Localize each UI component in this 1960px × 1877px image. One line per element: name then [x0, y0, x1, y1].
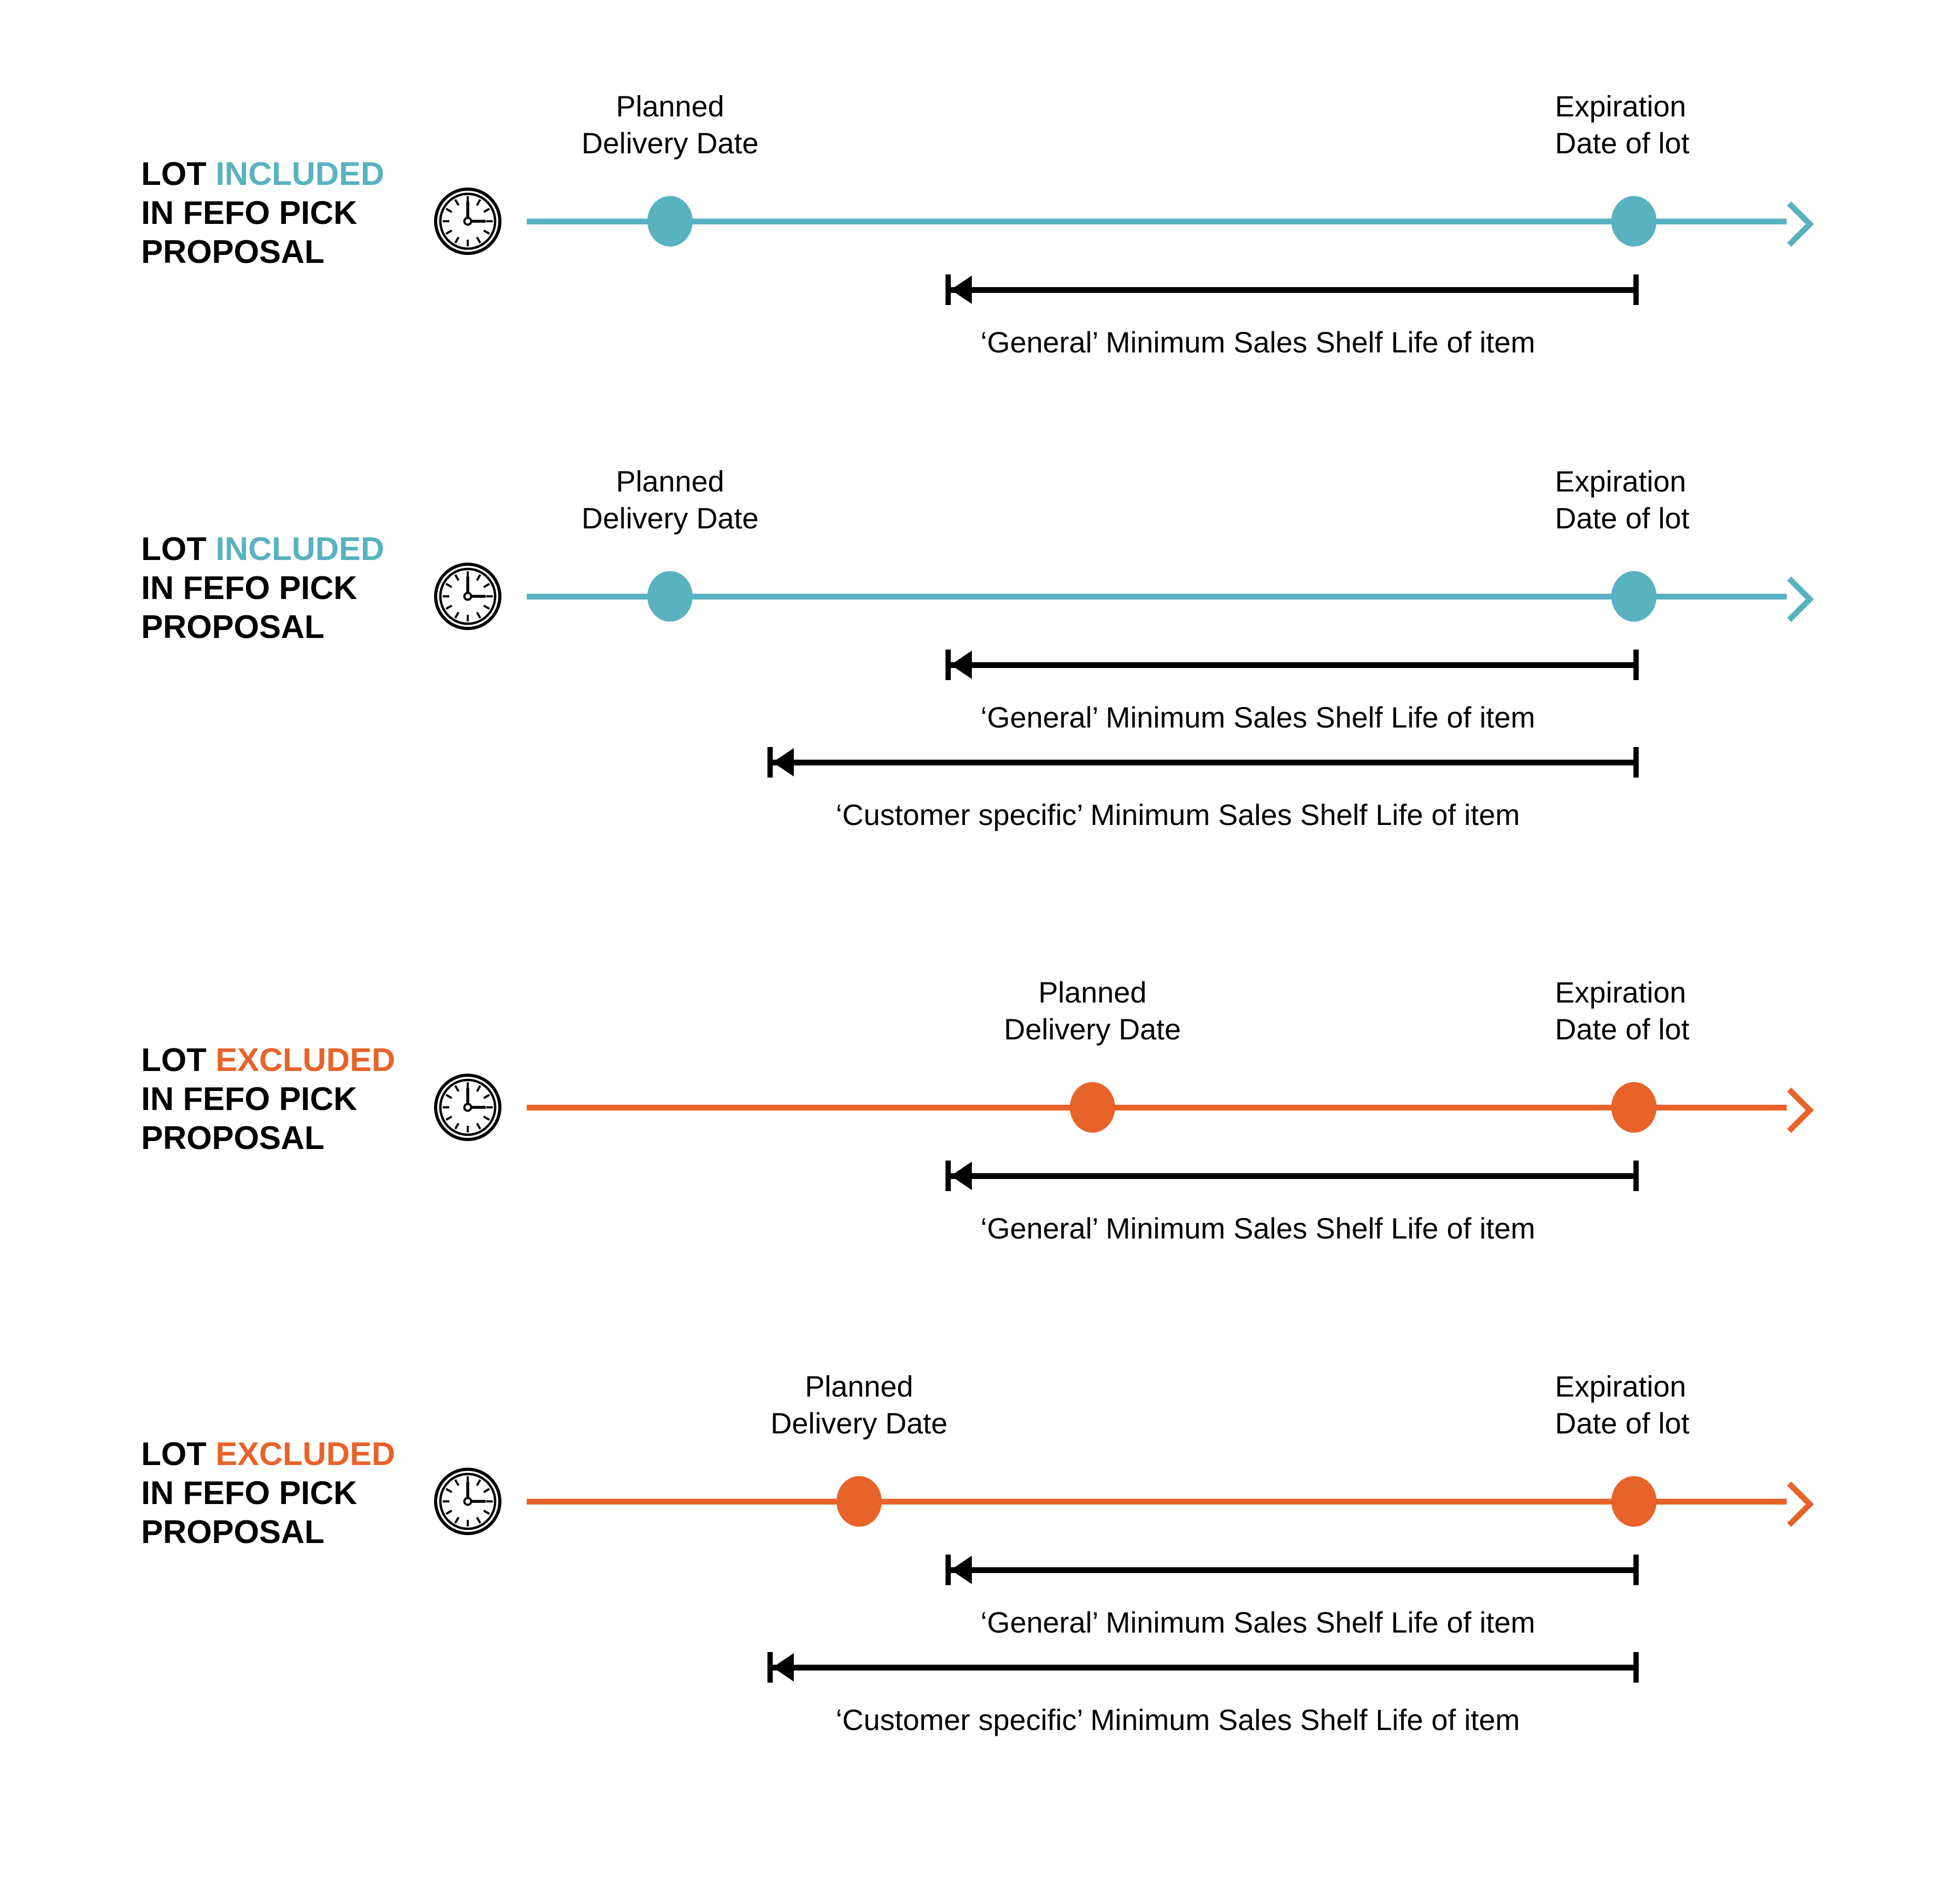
planned-label-line1: Planned — [616, 465, 724, 498]
lot-prefix: LOT — [141, 1436, 216, 1472]
general-shelf-life-label: ‘General’ Minimum Sales Shelf Life of item — [980, 701, 1535, 734]
bracket-left-tick — [767, 1652, 773, 1683]
planned-label-line2: Delivery Date — [770, 1407, 948, 1440]
planned-label-line1: Planned — [616, 90, 724, 123]
planned-delivery-label — [771, 1368, 948, 1442]
lot-label-line3: PROPOSAL — [141, 234, 324, 270]
lot-label-line2: IN FEFO PICK — [141, 570, 357, 606]
planned-label-line2: Delivery Date — [1003, 1013, 1181, 1046]
general-shelf-life-label: ‘General’ Minimum Sales Shelf Life of item — [980, 1212, 1535, 1245]
planned-label-line2: Delivery Date — [582, 126, 759, 160]
general-shelf-life-label: ‘General’ Minimum Sales Shelf Life of item — [980, 326, 1535, 359]
lot-status-label — [141, 1435, 395, 1552]
bracket-left-tick — [945, 1555, 951, 1585]
lot-prefix: LOT — [141, 156, 216, 192]
lot-label-line3: PROPOSAL — [141, 1514, 324, 1550]
expiration-label-line2: Date of lot — [1555, 126, 1690, 160]
timeline-arrowhead-icon — [1768, 1481, 1814, 1527]
lot-label-line2: IN FEFO PICK — [141, 195, 357, 231]
expiration-label-line1: Expiration — [1555, 976, 1687, 1009]
bracket-line — [770, 1665, 1636, 1670]
timeline-axis — [527, 1499, 1787, 1505]
expiration-label-line1: Expiration — [1555, 90, 1687, 123]
planned-delivery-dot — [836, 1476, 882, 1527]
lot-prefix: LOT — [141, 1042, 216, 1078]
expiration-label-line2: Date of lot — [1555, 502, 1690, 535]
expiration-label-line2: Date of lot — [1555, 1013, 1690, 1046]
lot-label-line2: IN FEFO PICK — [141, 1081, 357, 1117]
planned-label-line1: Planned — [1038, 976, 1147, 1009]
lot-status-word: EXCLUDED — [215, 1042, 396, 1078]
lot-prefix: LOT — [141, 531, 216, 567]
bracket-right-tick — [1633, 1555, 1639, 1585]
customer-shelf-life-label: ‘Customer specific’ Minimum Sales Shelf Life of item — [835, 1703, 1520, 1736]
bracket-left-arrowhead-icon — [951, 1556, 972, 1584]
expiration-label-line1: Expiration — [1555, 465, 1687, 498]
lot-label-line3: PROPOSAL — [141, 1120, 324, 1156]
bracket-left-arrowhead-icon — [773, 1653, 794, 1682]
bracket-line — [948, 1567, 1636, 1573]
lot-label-line2: IN FEFO PICK — [141, 1475, 357, 1511]
lot-status-word: INCLUDED — [215, 156, 385, 192]
planned-label-line2: Delivery Date — [582, 502, 759, 535]
general-shelf-life-label: ‘General’ Minimum Sales Shelf Life of item — [980, 1606, 1535, 1639]
lot-status-word: EXCLUDED — [215, 1436, 396, 1472]
lot-status-word: INCLUDED — [215, 531, 385, 567]
expiration-label-line2: Date of lot — [1555, 1407, 1690, 1440]
expiration-date-label — [1555, 1368, 1689, 1442]
lot-label-line3: PROPOSAL — [141, 609, 324, 645]
expiration-label-line1: Expiration — [1555, 1370, 1687, 1403]
lot-label-line1 — [141, 1435, 395, 1474]
expiration-dot — [1611, 1476, 1657, 1527]
bracket-right-tick — [1633, 1652, 1639, 1683]
customer-shelf-life-label: ‘Customer specific’ Minimum Sales Shelf Life of item — [835, 798, 1520, 831]
clock-icon — [434, 1467, 502, 1536]
planned-label-line1: Planned — [805, 1370, 913, 1403]
